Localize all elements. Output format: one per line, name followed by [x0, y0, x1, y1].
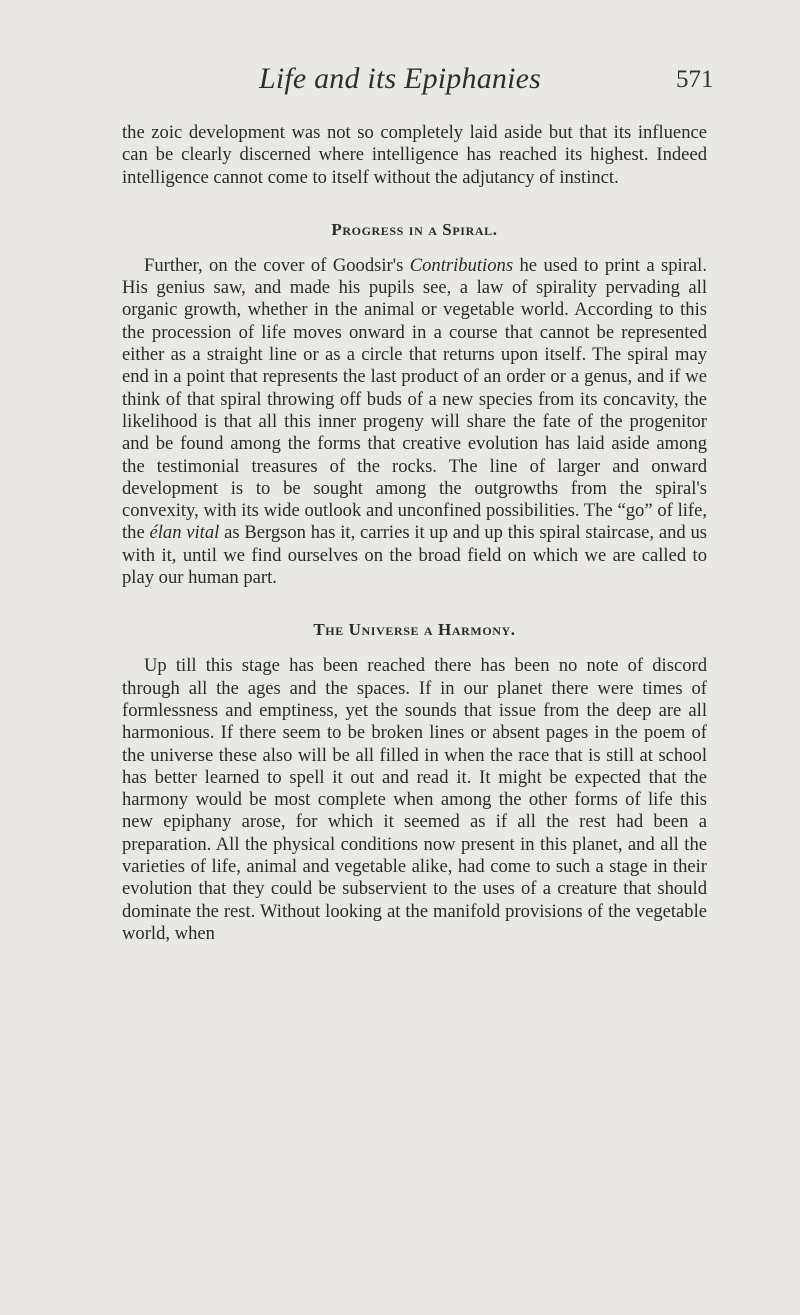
book-title-contributions: Contributions: [409, 254, 514, 276]
paragraph-spiral: [122, 255, 707, 589]
paragraph-harmony: Up till this stage has been reached there has been no note of discord through all the ages and the spaces. If in our planet there were times of formlessness and emptiness, yet the sounds that issue from the deep are all harmonious. If there seem to be broken lines or absent pages in the poem of the universe these also will be all filled in when the race that is still at school has better learned to spell it out and read it. It might be expected that the harmony would be most complete when among the other forms of life this new epiphany arose, for which it seemed as if all the rest had been a preparation. All the physical conditions now present in this planet, and all the varieties of life, animal and vegetable alike, had come to such a stage in their evolution that they could be subservient to the uses of a creature that should dominate the rest. Without looking at the manifold provisions of the vegetable world, when: [122, 655, 707, 944]
section-heading-progress-in-a-spiral: Progress in a Spiral.: [331, 219, 498, 239]
running-head: [0, 62, 800, 102]
paragraph-spiral-text-2: he used to print a spiral. His genius saw, and made his pupils see, a law of spirality pervading all organic growth, whether in the animal or vegetable world. According to this the procession of life moves onward in a course that cannot be represented either as a straight line or as a circle that returns upon itself. The spiral may end in a point that represents the last product of an order or a genus, and if we think of that spiral throwing off buds of a new species from its concavity, the likelihood is that all this inner progeny will share the fate of the progenitor and be found among the forms that creative evolution has laid aside among the testimonial treasures of the rocks. The line of larger and onward development is to be sought among the outgrowths from the spiral's convexity, with its wide outlook and unconfined possibilities. The “go” of life, the: [122, 254, 707, 544]
paragraph-spiral-text-1: Further, on the cover of Goodsir's: [144, 254, 410, 276]
phrase-elan-vital: élan vital: [149, 522, 220, 544]
body-text: [122, 122, 707, 945]
running-title: Life and its Epiphanies: [258, 62, 542, 95]
page-number: 571: [676, 66, 714, 93]
paragraph-continued: the zoic development was not so completely laid aside but that its influence can be clearly discerned where intelligence has reached its highest. Indeed intelligence cannot come to itself without the adjutancy of instinct.: [122, 122, 707, 188]
paragraph-spiral-text-3: as Bergson has it, carries it up and up this spiral staircase, and us with it, until we find ourselves on the broad field on which we are called to play our human part.: [122, 522, 707, 589]
section-heading-universe-harmony: The Universe a Harmony.: [313, 620, 516, 640]
